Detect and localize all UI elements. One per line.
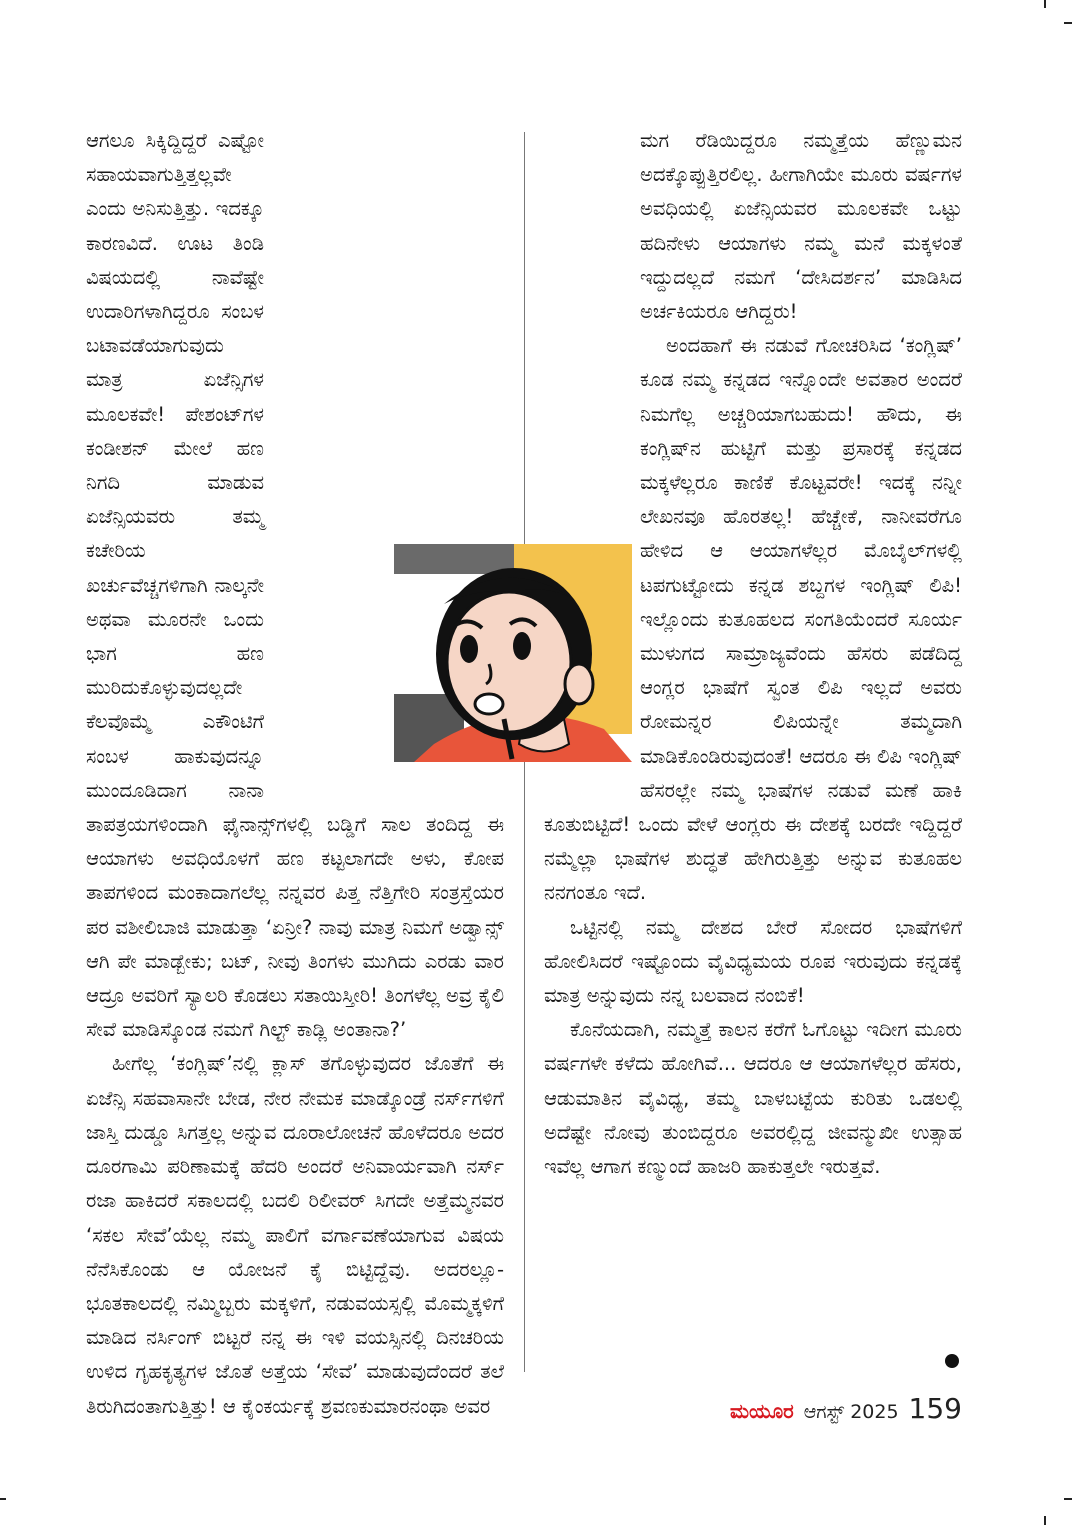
left-column xyxy=(86,124,504,1424)
crop-mark-right-bottom xyxy=(1064,1498,1072,1500)
end-mark xyxy=(945,1354,959,1368)
paragraph: ಅಂದಹಾಗೆ ಈ ನಡುವೆ ಗೋಚರಿಸಿದ ‘ಕಂಗ್ಲಿಷ್’ ಕೂಡ ನಮ್ಮ ಕನ್ನಡದ ಇನ್ನೊಂದೇ ಅವತಾರ ಅಂದರೆ ನಿಮಗೆಲ್ಲ ಅಚ್ಚರಿಯಾಗಬಹುದು! ಹೌದು, ಈ ಕಂಗ್ಲಿಷ್‌ನ ಹುಟ್ಟಿಗೆ ಮತ್ತು ಪ್ರಸಾರಕ್ಕೆ ಕನ್ನಡದ ಮಕ್ಕಳೆಲ್ಲರೂ ಕಾಣಿಕೆ ಕೊಟ್ಟವರೇ! ಇದಕ್ಕೆ ನನ್ನೀ ಲೇಖನವೂ ಹೊರತಲ್ಲ! ಹೆಚ್ಚೇಕೆ, ನಾನೀವರೆಗೂ ಹೇಳಿದ ಆ ಆಯಾಗಳೆಲ್ಲರ ಮೊಬೈಲ್‌ಗಳಲ್ಲಿ ಟಪಗುಟ್ಟೋದು ಕನ್ನಡ ಶಬ್ದಗಳ ಇಂಗ್ಲಿಷ್ ಲಿಪಿ! ಇಲ್ಲೊಂದು ಕುತೂಹಲದ ಸಂಗತಿಯೆಂದರೆ ಸೂರ್ಯ ಮುಳುಗದ ಸಾಮ್ರಾಜ್ಯವೆಂದು ಹೆಸರು ಪಡೆದಿದ್ದ ಆಂಗ್ಲರ ಭಾಷೆಗೆ ಸ್ವಂತ ಲಿಪಿ ಇಲ್ಲದೆ ಅವರು ರೋಮನ್ನರ ಲಿಪಿಯನ್ನೇ ತಮ್ಮದಾಗಿ ಮಾಡಿಕೊಂಡಿರುವುದಂತೆ! ಆದರೂ ಈ ಲಿಪಿ ಇಂಗ್ಲಿಷ್ ಹೆಸರಲ್ಲೇ ನಮ್ಮ ಭಾಷೆಗಳ ನಡುವೆ ಮಣೆ ಹಾಕಿ ಕೂತುಬಿಟ್ಟಿದೆ! ಒಂದು ವೇಳೆ ಆಂಗ್ಲರು ಈ ದೇಶಕ್ಕೆ ಬರದೇ ಇದ್ದಿದ್ದರೆ ನಮ್ಮೆಲ್ಲಾ ಭಾಷೆಗಳ ಶುದ್ಧತೆ ಹೇಗಿರುತ್ತಿತ್ತು ಅನ್ನುವ ಕುತೂಹಲ ನನಗಂತೂ ಇದೆ. xyxy=(544,334,962,905)
crop-mark-bottom-right xyxy=(1044,1516,1046,1525)
paragraph: ಹೀಗೆಲ್ಲ ‘ಕಂಗ್ಲಿಷ್’ನಲ್ಲಿ ಕ್ಲಾಸ್ ತಗೊಳ್ಳುವುದರ ಜೊತೆಗೆ ಈ ಏಜೆನ್ಸಿ ಸಹವಾಸಾನೇ ಬೇಡ, ನೇರ ನೇಮಕ ಮಾಡ್ಕೊಂಡ್ರೆ ನರ್ಸ್‌ಗಳಿಗೆ ಜಾಸ್ತಿ ದುಡ್ಡೂ ಸಿಗತ್ತಲ್ಲ ಅನ್ನುವ ದೂರಾಲೋಚನೆ ಹೊಳೆದರೂ ಅದರ ದೂರಗಾಮಿ ಪರಿಣಾಮಕ್ಕೆ ಹೆದರಿ ಅಂದರೆ ಅನಿವಾರ್ಯವಾಗಿ ನರ್ಸ್ ರಜಾ ಹಾಕಿದರೆ ಸಕಾಲದಲ್ಲಿ ಬದಲಿ ರಿಲೀವರ್ ಸಿಗದೇ ಅತ್ತೆಮ್ಮನವರ ‘ಸಕಲ ಸೇವೆ’ಯೆಲ್ಲ ನಮ್ಮ ಪಾಲಿಗೆ ವರ್ಗಾವಣೆಯಾಗುವ ವಿಷಯ ನೆನೆಸಿಕೊಂಡು ಆ ಯೋಜನೆ ಕೈ ಬಿಟ್ಟಿದ್ದೆವು. ಅದರಲ್ಲೂ- ಭೂತಕಾಲದಲ್ಲಿ ನಮ್ಮಿಬ್ಬರು ಮಕ್ಕಳಿಗೆ, ನಡುವಯಸ್ಸಲ್ಲಿ ಮೊಮ್ಮಕ್ಕಳಿಗೆ ಮಾಡಿದ ನರ್ಸಿಂಗ್ ಬಿಟ್ಟರೆ ನನ್ನ ಈ ಇಳಿ ವಯಸ್ಸಿನಲ್ಲಿ ದಿನಚರಿಯ ಉಳಿದ ಗೃಹಕೃತ್ಯಗಳ ಜೊತೆ ಅತ್ತೆಯ ‘ಸೇವೆ’ ಮಾಡುವುದೆಂದರೆ ತಲೆ ತಿರುಗಿದಂತಾಗುತ್ತಿತ್ತು! ಆ ಕೈಂಕರ್ಯಕ್ಕೆ ಶ್ರವಣಕುಮಾರನಂಥಾ ಅವರ xyxy=(86,1052,504,1418)
crop-mark-top-right xyxy=(1044,0,1046,8)
paragraph: ಆಗಲೂ ಸಿಕ್ಕಿದ್ದಿದ್ದರೆ ಎಷ್ಟೋ ಸಹಾಯವಾಗುತ್ತಿತ್ತಲ್ಲವೇ ಎಂದು ಅನಿಸುತ್ತಿತ್ತು. ಇದಕ್ಕೂ ಕಾರಣವಿದೆ. ಊಟ ತಿಂಡಿ ವಿಷಯದಲ್ಲಿ ನಾವೆಷ್ಟೇ ಉದಾರಿಗಳಾಗಿದ್ದರೂ ಸಂಬಳ ಬಟಾವಡೆಯಾಗುವುದು ಮಾತ್ರ ಏಜೆನ್ಸಿಗಳ ಮೂಲಕವೇ! ಪೇಶಂಟ್‌ಗಳ ಕಂಡೀಶನ್ ಮೇಲೆ ಹಣ ನಿಗದಿ ಮಾಡುವ ಏಜೆನ್ಸಿಯವರು ತಮ್ಮ ಕಚೇರಿಯ ಖರ್ಚುವೆಚ್ಚಗಳಿಗಾಗಿ ನಾಲ್ಕನೇ ಅಥವಾ ಮೂರನೇ ಒಂದು ಭಾಗ ಹಣ ಮುರಿದುಕೊಳ್ಳುವುದಲ್ಲದೇ ಕೆಲವೊಮ್ಮೆ ಎಕೌಂಟಿಗೆ ಸಂಬಳ ಹಾಕುವುದನ್ನೂ ಮುಂದೂಡಿದಾಗ ನಾನಾ ತಾಪತ್ರಯಗಳಿಂದಾಗಿ ಫೈನಾನ್ಸ್‌ಗಳಲ್ಲಿ ಬಡ್ಡಿಗೆ ಸಾಲ ತಂದಿದ್ದ ಈ ಆಯಾಗಳು ಅವಧಿಯೊಳಗೆ ಹಣ ಕಟ್ಟಲಾಗದೇ ಅಳು, ಕೋಪ ತಾಪಗಳಿಂದ ಮಂಕಾದಾಗಲೆಲ್ಲ ನನ್ನವರ ಪಿತ್ತ ನೆತ್ತಿಗೇರಿ ಸಂತ್ರಸ್ತೆಯರ ಪರ ವಶೀಲಿಬಾಜಿ ಮಾಡುತ್ತಾ ‘ಏನ್ರೀ? ನಾವು ಮಾತ್ರ ನಿಮಗೆ ಅಡ್ವಾನ್ಸ್ ಆಗಿ ಪೇ ಮಾಡ್ಬೇಕು; ಬಟ್, ನೀವು ತಿಂಗಳು ಮುಗಿದು ಎರಡು ವಾರ ಆದ್ರೂ ಅವರಿಗೆ ಸ್ಯಾಲರಿ ಕೊಡಲು ಸತಾಯಿಸ್ತೀರಿ! ತಿಂಗಳೆಲ್ಲ ಅವ್ರ ಕೈಲಿ ಸೇವೆ ಮಾಡಿಸ್ಕೊಂಡ ನಮಗೆ ಗಿಲ್ಟ್ ಕಾಡ್ಲಿ ಅಂತಾನಾ?’ xyxy=(86,129,504,1042)
paragraph: ಕೊನೆಯದಾಗಿ, ನಮ್ಮತ್ತೆ ಕಾಲನ ಕರೆಗೆ ಓಗೊಟ್ಟು ಇದೀಗ ಮೂರು ವರ್ಷಗಳೇ ಕಳೆದು ಹೋಗಿವೆ... ಆದರೂ ಆ ಆಯಾಗಳೆಲ್ಲರ ಹೆಸರು, ಆಡುಮಾತಿನ ವೈವಿಧ್ಯ, ತಮ್ಮ ಬಾಳಬಟ್ಟೆಯ ಕುರಿತು ಒಡಲಲ್ಲಿ ಅದೆಷ್ಟೇ ನೋವು ತುಂಬಿದ್ದರೂ ಅವರಲ್ಲಿದ್ದ ಜೀವನ್ಮುಖೀ ಉತ್ಸಾಹ ಇವೆಲ್ಲ ಆಗಾಗ ಕಣ್ಮುಂದೆ ಹಾಜರಿ ಹಾಕುತ್ತಲೇ ಇರುತ್ತವೆ. xyxy=(544,1018,962,1179)
crop-mark-right xyxy=(1064,22,1072,24)
cartoon-illustration xyxy=(394,544,632,762)
crop-mark-left-bottom xyxy=(0,1498,6,1500)
page-number: 159 xyxy=(908,1392,962,1425)
issue-date: ಆಗಸ್ಟ್ 2025 xyxy=(803,1401,899,1423)
page-footer xyxy=(730,1392,962,1425)
paragraph: ಮಗ ರೆಡಿಯಿದ್ದರೂ ನಮ್ಮತ್ತೆಯ ಹೆಣ್ಣುಮನ ಅದಕ್ಕೊಪ್ಪುತ್ತಿರಲಿಲ್ಲ. ಹೀಗಾಗಿಯೇ ಮೂರು ವರ್ಷಗಳ ಅವಧಿಯಲ್ಲಿ ಏಜೆನ್ಸಿಯವರ ಮೂಲಕವೇ ಒಟ್ಟು ಹದಿನೇಳು ಆಯಾಗಳು ನಮ್ಮ ಮನೆ ಮಕ್ಕಳಂತೆ ಇದ್ದುದಲ್ಲದೆ ನಮಗೆ ‘ದೇಸಿದರ್ಶನ’ ಮಾಡಿಸಿದ ಅರ್ಚಕಿಯರೂ ಆಗಿದ್ದರು! xyxy=(640,129,962,324)
cartoon-woman-image xyxy=(394,544,632,762)
paragraph: ಒಟ್ಟಿನಲ್ಲಿ ನಮ್ಮ ದೇಶದ ಬೇರೆ ಸೋದರ ಭಾಷೆಗಳಿಗೆ ಹೋಲಿಸಿದರೆ ಇಷ್ಟೊಂದು ವೈವಿಧ್ಯಮಯ ರೂಪ ಇರುವುದು ಕನ್ನಡಕ್ಕೆ ಮಾತ್ರ ಅನ್ನುವುದು ನನ್ನ ಬಲವಾದ ನಂಬಿಕೆ! xyxy=(544,915,962,1008)
magazine-logo: ಮಯೂರ xyxy=(729,1399,794,1423)
